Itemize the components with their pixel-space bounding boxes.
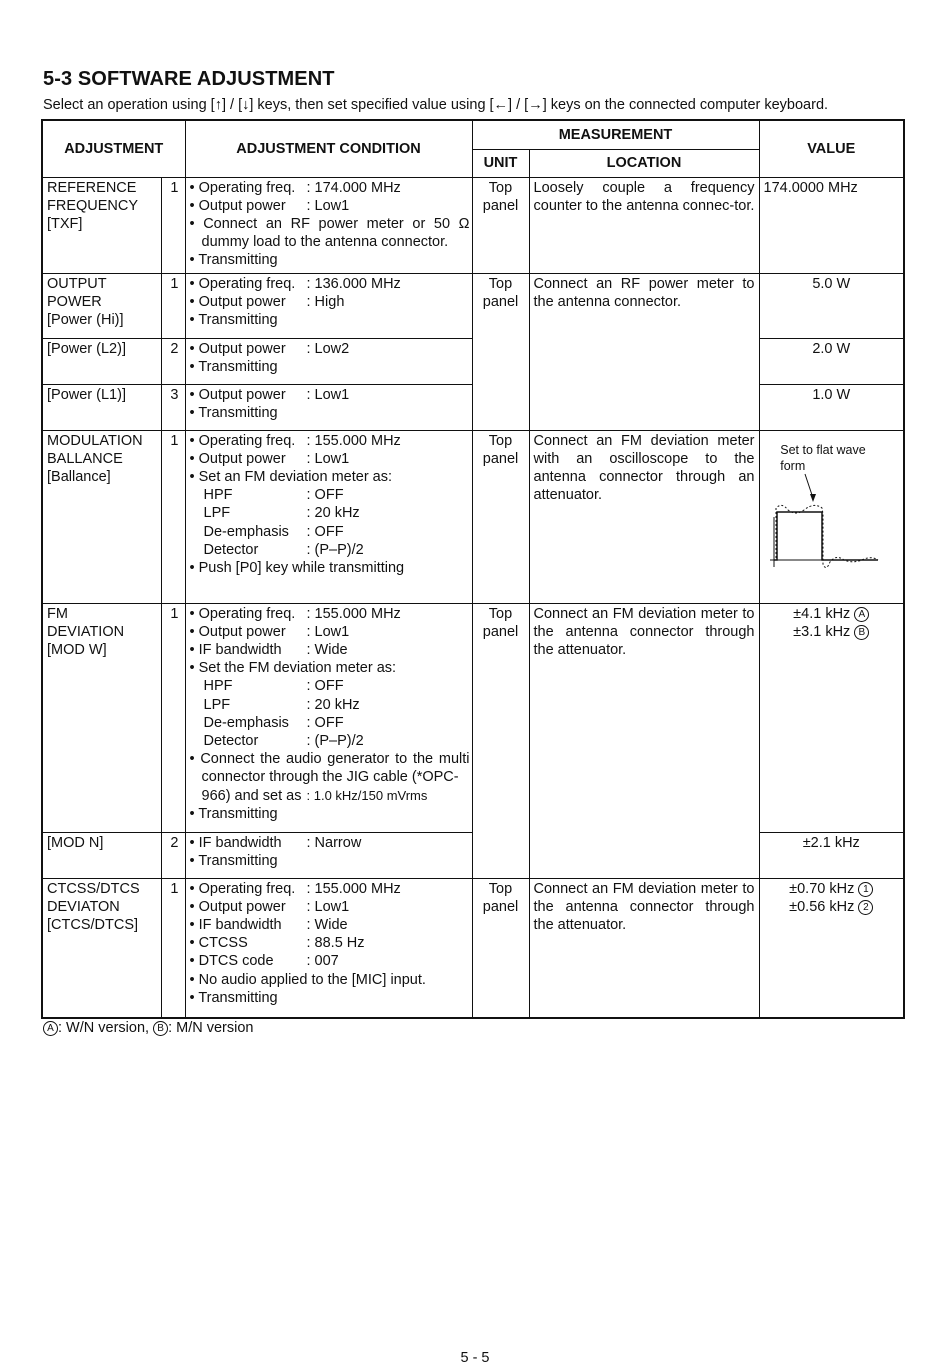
waveform-label: Set to flat wave form	[780, 442, 866, 473]
step-number: 1	[161, 177, 185, 273]
condition-value: : 136.000 MHz	[306, 275, 401, 292]
header-location: LOCATION	[529, 149, 759, 177]
version-mark: B	[854, 625, 869, 640]
step-number: 1	[161, 273, 185, 338]
value-text: 5.0 W	[759, 273, 904, 338]
condition-key: • DTCS code	[189, 953, 274, 970]
location-text: Connect an FM deviation meter to the antenna connector through the attenuator.	[529, 878, 759, 1018]
tone-mark: 1	[858, 882, 873, 897]
condition-key: • Output power	[189, 197, 286, 214]
unit-text: Top	[488, 275, 513, 292]
condition-key: • Operating freq.	[189, 432, 296, 449]
unit-text: panel	[482, 450, 519, 467]
condition-value: : OFF	[306, 714, 344, 731]
adjustment-name: [Power (Hi)]	[47, 311, 124, 328]
unit-cell	[472, 878, 529, 1018]
condition-key: • Operating freq.	[189, 880, 296, 897]
unit-text: panel	[482, 898, 519, 915]
condition-value: : Low1	[306, 450, 350, 467]
table-row	[42, 273, 904, 338]
condition-text: • Set the FM deviation meter as:	[189, 660, 397, 677]
unit-text: Top	[488, 432, 513, 449]
condition-value: : Wide	[306, 916, 348, 933]
unit-cell	[472, 177, 529, 273]
condition-value: : 155.000 MHz	[306, 605, 401, 622]
footnote-text: : M/N version	[168, 1020, 254, 1036]
table-row	[42, 878, 904, 1018]
condition-text: • Transmitting	[189, 404, 278, 421]
unit-cell	[472, 603, 529, 878]
value-text: ±0.56 kHz	[789, 898, 855, 915]
header-unit: UNIT	[472, 149, 529, 177]
footnote	[43, 1020, 254, 1036]
condition-cell	[185, 338, 472, 384]
unit-text: Top	[488, 179, 513, 196]
condition-value: : Narrow	[306, 834, 362, 851]
condition-key: • Operating freq.	[189, 275, 296, 292]
condition-key: • Operating freq.	[189, 605, 296, 622]
unit-text: Top	[488, 880, 513, 897]
condition-key: • CTCSS	[189, 935, 248, 952]
version-mark: B	[153, 1021, 168, 1036]
condition-value: : (P–P)/2	[306, 541, 364, 558]
step-number: 1	[161, 603, 185, 832]
location-text: Connect an FM deviation meter with an oscilloscope to the antenna connector through an attenuator.	[529, 430, 759, 603]
condition-text: • Transmitting	[189, 311, 278, 328]
step-number: 2	[161, 832, 185, 878]
footnote-text: : W/N version,	[58, 1020, 150, 1036]
condition-text: • Transmitting	[189, 852, 278, 869]
condition-cell	[185, 878, 472, 1018]
condition-key: De-emphasis	[203, 714, 289, 731]
condition-cell	[185, 177, 472, 273]
unit-text: panel	[482, 623, 519, 640]
adjustment-name: [MOD N]	[42, 832, 161, 878]
condition-key: LPF	[203, 505, 231, 522]
adjustment-table	[41, 119, 905, 1019]
value-cell	[759, 878, 904, 1018]
condition-value: : 007	[306, 953, 339, 970]
condition-key: • Output power	[189, 898, 286, 915]
condition-value: : Low2	[306, 340, 350, 357]
value-cell	[759, 430, 904, 603]
condition-key: HPF	[203, 487, 233, 504]
adjustment-name: CTCSS/DTCS	[47, 880, 140, 897]
adjustment-name: [Power (L2)]	[42, 338, 161, 384]
condition-key: Detector	[203, 732, 259, 749]
condition-text: • Transmitting	[189, 989, 278, 1006]
unit-text: panel	[482, 293, 519, 310]
condition-key: Detector	[203, 541, 259, 558]
location-text: Connect an FM deviation meter to the antenna connector through the attenuator.	[529, 603, 759, 878]
condition-key: • IF bandwidth	[189, 834, 282, 851]
waveform-diagram	[768, 432, 894, 582]
unit-text: Top	[488, 605, 513, 622]
condition-cell	[185, 273, 472, 338]
waveform-figure	[768, 432, 894, 582]
header-value: VALUE	[759, 120, 904, 177]
adjustment-name: OUTPUT	[47, 275, 107, 292]
condition-value: : Wide	[306, 641, 348, 658]
condition-cell	[185, 603, 472, 832]
value-text: 174.0000 MHz	[759, 177, 904, 273]
adjustment-name: [TXF]	[47, 215, 83, 232]
condition-value: : Low1	[306, 386, 350, 403]
value-text: ±2.1 kHz	[759, 832, 904, 878]
condition-text: • Connect the audio generator to the multi connector through the JIG cable (*OPC-	[189, 751, 470, 786]
step-number: 2	[161, 338, 185, 384]
adjustment-name: [Power (L1)]	[42, 384, 161, 430]
condition-value: : OFF	[306, 678, 344, 695]
adjustment-name: DEVIATON	[47, 898, 120, 915]
condition-value: : 155.000 MHz	[306, 880, 401, 897]
value-text: ±4.1 kHz	[793, 605, 851, 622]
version-mark: A	[854, 607, 869, 622]
table-row	[42, 430, 904, 603]
condition-value: : 174.000 MHz	[306, 179, 401, 196]
condition-value: : 88.5 Hz	[306, 935, 365, 952]
value-text: ±0.70 kHz	[789, 880, 855, 897]
value-text: 1.0 W	[759, 384, 904, 430]
overshoot-waveform	[774, 505, 878, 567]
instructions: Select an operation using [↑] / [↓] keys, then set specified value using [←] / [→] keys on the connected computer keyboard.	[43, 97, 829, 113]
adjustment-name: DEVIATION	[47, 623, 125, 640]
adjustment-name: [MOD W]	[47, 641, 107, 658]
unit-cell	[472, 430, 529, 603]
tone-mark: 2	[858, 900, 873, 915]
condition-text: • Connect an RF power meter or 50 Ω dummy load to the antenna connector.	[189, 215, 470, 251]
adjustment-name: POWER	[47, 293, 102, 310]
step-number: 1	[161, 430, 185, 603]
condition-cell	[185, 832, 472, 878]
location-text: Connect an RF power meter to the antenna connector.	[529, 273, 759, 430]
condition-key: • Output power	[189, 293, 286, 310]
condition-text: 966) and set as	[201, 787, 302, 804]
condition-key: De-emphasis	[203, 523, 289, 540]
condition-value: : (P–P)/2	[306, 732, 364, 749]
condition-value: : OFF	[306, 523, 344, 540]
adjustment-name: FREQUENCY	[47, 197, 139, 214]
adjustment-name: [CTCS/DTCS]	[47, 916, 139, 933]
condition-key: • Operating freq.	[189, 179, 296, 196]
adjustment-name: FM	[47, 605, 68, 622]
value-cell	[759, 603, 904, 832]
version-mark: A	[43, 1021, 58, 1036]
table-row	[42, 177, 904, 273]
unit-text: panel	[482, 197, 519, 214]
condition-key: • Output power	[189, 623, 286, 640]
condition-text: • Transmitting	[189, 805, 278, 822]
condition-cell	[185, 384, 472, 430]
condition-value: : OFF	[306, 487, 344, 504]
condition-value: : 1.0 kHz/150 mVrms	[306, 787, 428, 803]
condition-value: : 155.000 MHz	[306, 432, 401, 449]
step-number: 3	[161, 384, 185, 430]
condition-key: • Output power	[189, 450, 286, 467]
adjustment-name: REFERENCE	[47, 179, 137, 196]
adjustment-name: BALLANCE	[47, 450, 123, 467]
condition-key: LPF	[203, 696, 231, 713]
condition-value: : Low1	[306, 197, 350, 214]
condition-text: • Push [P0] key while transmitting	[189, 559, 405, 576]
value-text: 2.0 W	[759, 338, 904, 384]
flat-waveform	[774, 512, 878, 560]
condition-text: • Set an FM deviation meter as:	[189, 468, 393, 485]
condition-key: • Output power	[189, 386, 286, 403]
location-text: Loosely couple a frequency counter to the antenna connec-tor.	[529, 177, 759, 273]
condition-text: • No audio applied to the [MIC] input.	[189, 971, 426, 988]
condition-value: : Low1	[306, 623, 350, 640]
step-number: 1	[161, 878, 185, 1018]
page-number: 5 - 5	[460, 1350, 490, 1366]
value-text: ±3.1 kHz	[793, 623, 851, 640]
condition-value: : 20 kHz	[306, 696, 360, 713]
header-measurement: MEASUREMENT	[472, 120, 759, 149]
condition-value: : Low1	[306, 898, 350, 915]
condition-key: HPF	[203, 678, 233, 695]
condition-value: : 20 kHz	[306, 505, 360, 522]
condition-key: • IF bandwidth	[189, 916, 282, 933]
table-row	[42, 603, 904, 832]
condition-cell	[185, 430, 472, 603]
unit-cell	[472, 273, 529, 430]
condition-text: • Transmitting	[189, 252, 278, 269]
header-adjustment: ADJUSTMENT	[42, 120, 185, 177]
header-condition: ADJUSTMENT CONDITION	[185, 120, 472, 177]
arrow-head	[810, 494, 816, 502]
condition-value: : High	[306, 293, 345, 310]
adjustment-name: [Ballance]	[47, 468, 111, 485]
page-title: 5-3 SOFTWARE ADJUSTMENT	[43, 68, 335, 90]
condition-key: • Output power	[189, 340, 286, 357]
adjustment-name: MODULATION	[47, 432, 143, 449]
condition-key: • IF bandwidth	[189, 641, 282, 658]
condition-text: • Transmitting	[189, 358, 278, 375]
